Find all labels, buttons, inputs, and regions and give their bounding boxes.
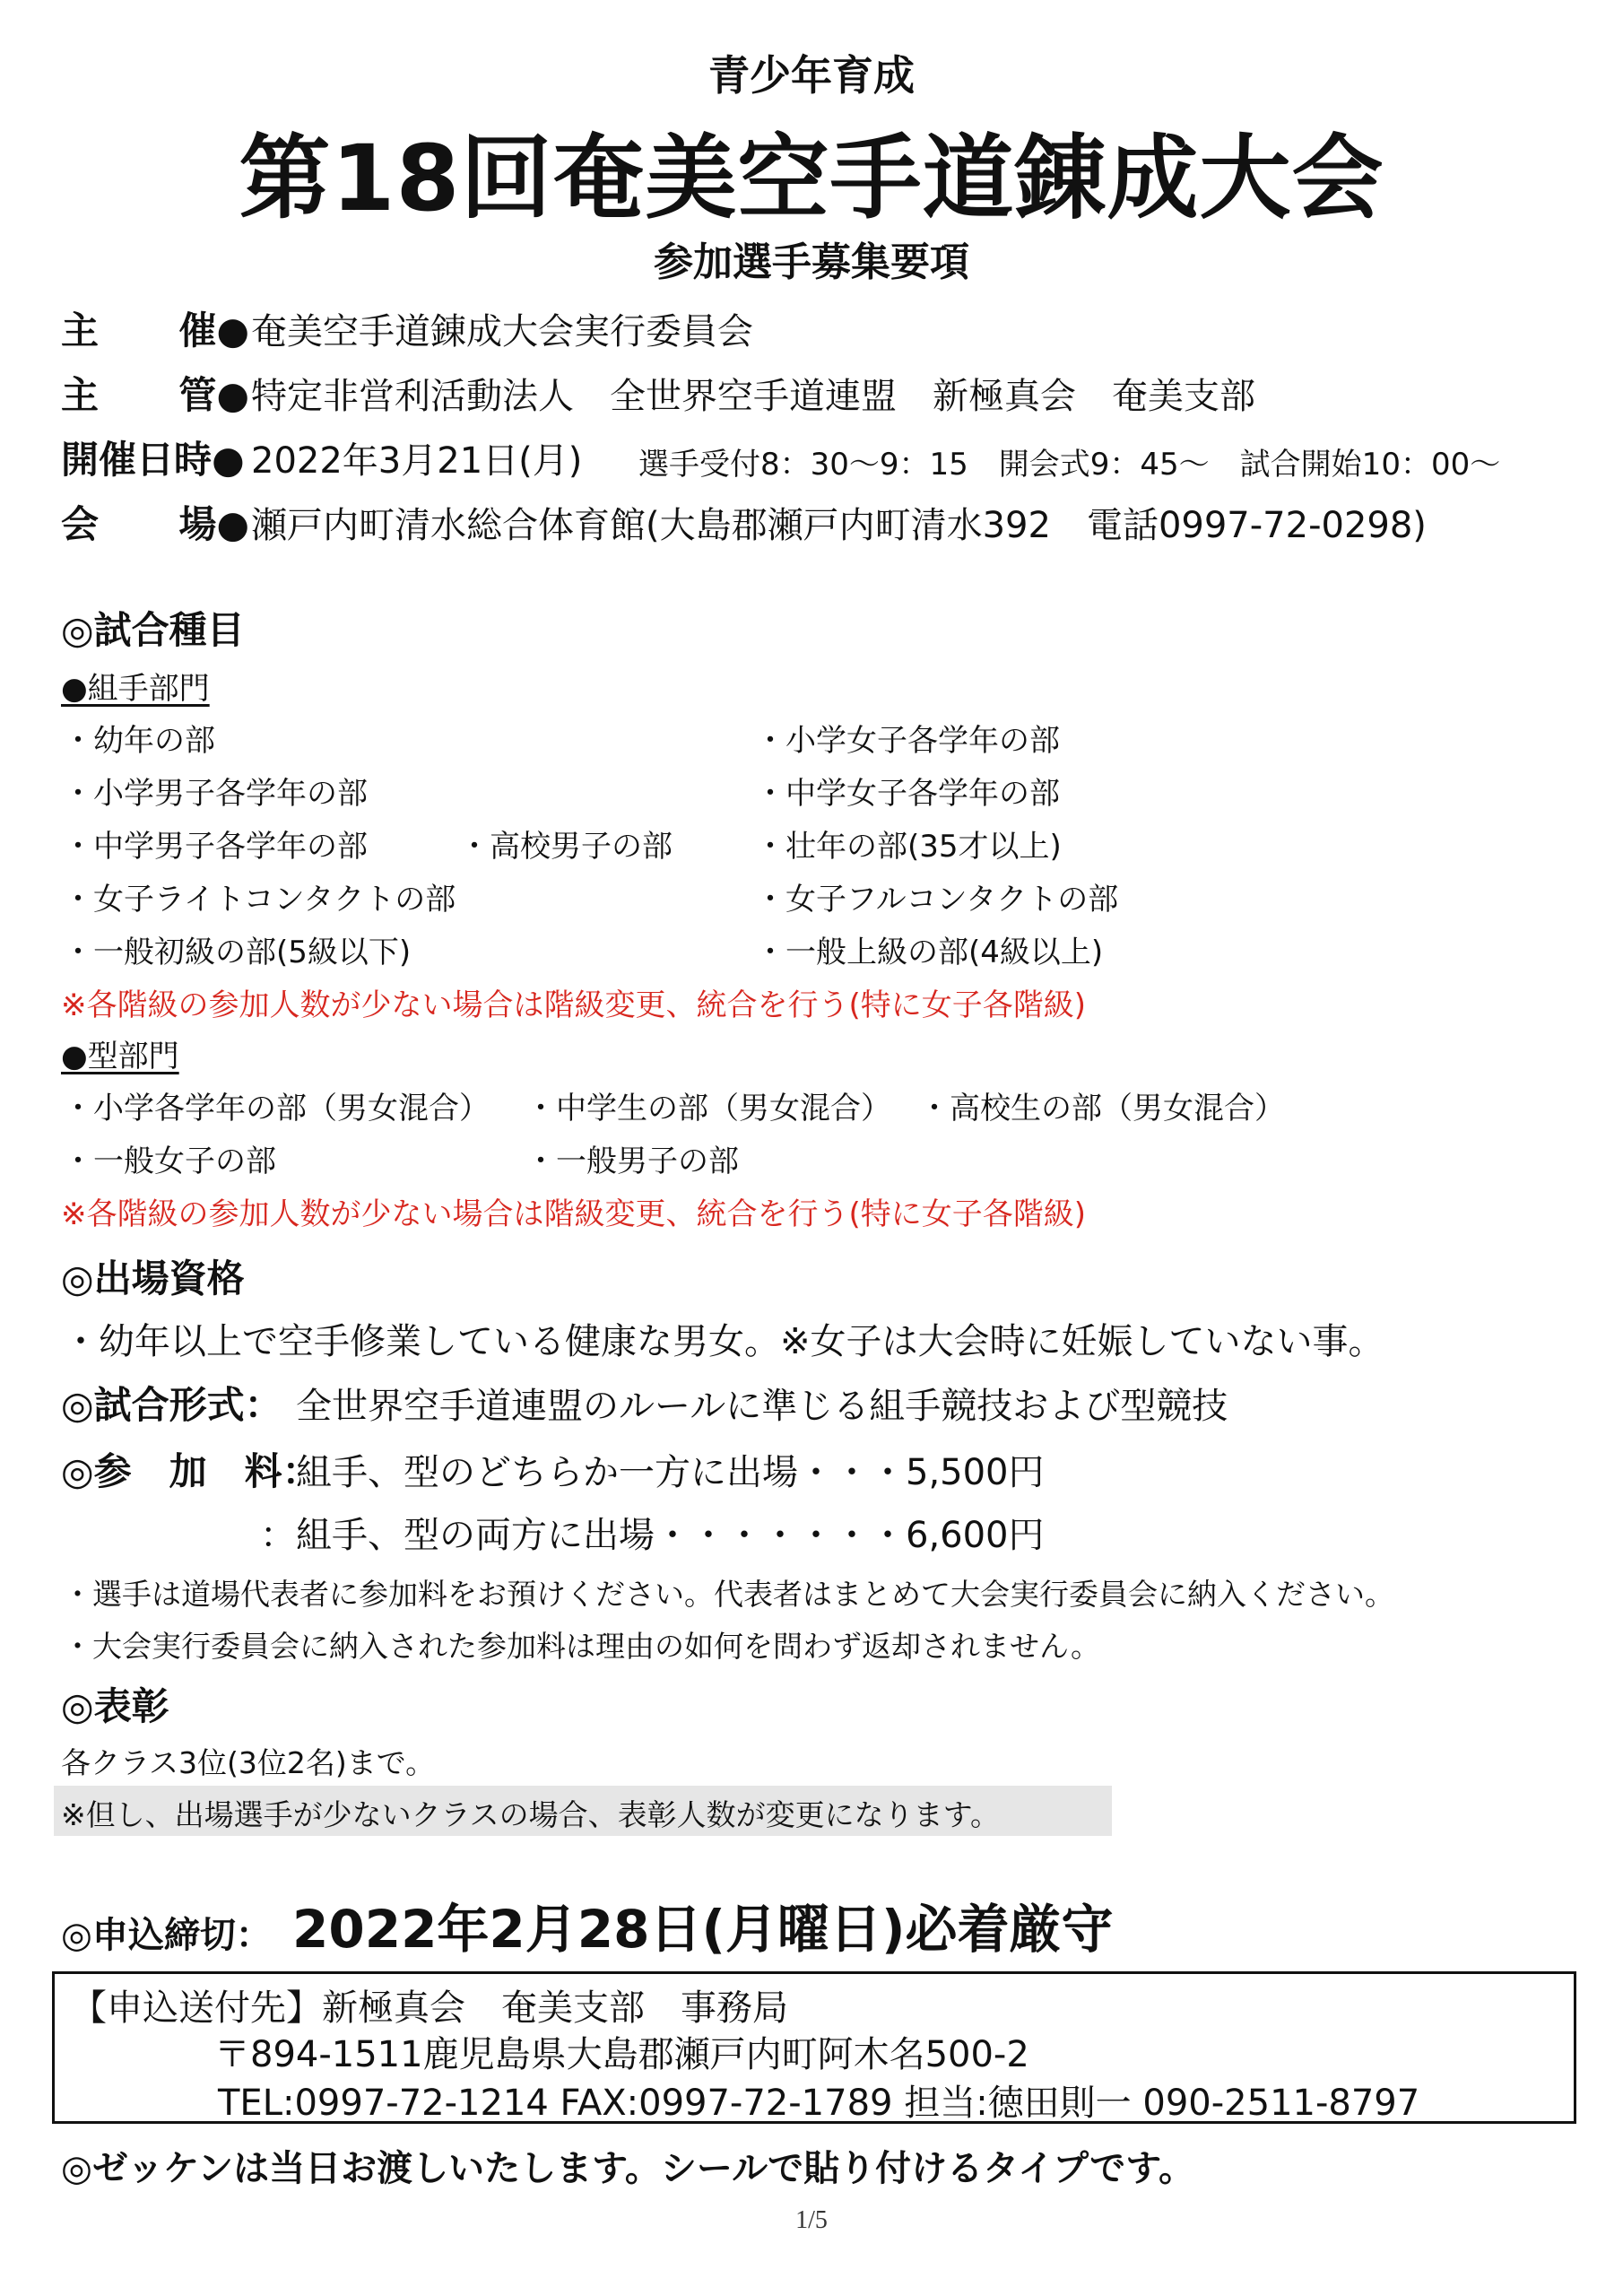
kumite-item: ・幼年の部: [63, 723, 215, 759]
info-date-detail: 選手受付8：30～9：15 開会式9：45～ 試合開始10：00～: [638, 447, 1501, 483]
contact-phone: TEL:0997-72-1214 FAX:0997-72-1789 担当:徳田則一 090-2511-8797: [218, 2083, 1420, 2124]
info-venue-value: 瀬戸内町清水総合体育館(大島郡瀬戸内町清水392 電話0997-72-0298): [251, 505, 1427, 546]
kumite-item: ・一般上級の部(4級以上): [755, 935, 1104, 970]
fee-line-two: ：組手、型の両方に出場・・・・・・・6,600円: [260, 1515, 1045, 1556]
kumite-item: ・中学女子各学年の部: [755, 776, 1060, 812]
kumite-item: ・小学男子各学年の部: [63, 776, 368, 812]
kata-item: ・高校生の部（男女混合）: [919, 1091, 1285, 1126]
kumite-item: ・一般初級の部(5級以下): [63, 935, 412, 970]
kumite-item: ・女子フルコンタクトの部: [755, 882, 1119, 918]
kumite-item: ・小学女子各学年の部: [755, 723, 1060, 759]
kata-item: ・一般男子の部: [525, 1144, 739, 1179]
contact-address: 〒894-1511鹿児島県大島郡瀬戸内町阿木名500-2: [214, 2034, 1029, 2075]
eligibility-text: ・幼年以上で空手修業している健康な男女。※女子は大会時に妊娠していない事。: [63, 1321, 1384, 1362]
info-host-value: 奄美空手道錬成大会実行委員会: [251, 311, 753, 352]
event-subtitle: 青少年育成: [708, 51, 915, 100]
kata-note: ※各階級の参加人数が少ない場合は階級変更、統合を行う(特に女子各階級): [61, 1196, 1087, 1232]
document-page: 青少年育成 第18回奄美空手道錬成大会 参加選手募集要項 主 催● 奄美空手道錬成大会実行委員会 主 管● 特定非営利活動法人 全世界空手道連盟 新極真会 奄美支部 開催日時● 2022年3月21日(月) 選手受付8：30～9：15 開会式9：45～ 試合開始10：00～ 会 場● 瀬戸内町清水総合体育館(大島郡瀬戸内町清水392 電話0997-72-0298) ◎試合種目 ●組手部門 ・幼年の部 ・小学男子各学年の部 ・中学男子各学年の部 ・女子ライトコンタクトの部 ・一般初級の部(5級以下) ・高校男子の部 ・小学女子各学年の部 ・中学女子各学年の部 ・壮年の部(35才以上) ・女子フルコンタクトの部 ・一般上級の部(4級以上) ※各階級の参加人数が少ない場合は階級変更、統合を行う(特に女子各階級) ●型部門 ・小学各学年の部（男女混合） ・中学生の部（男女混合） ・高校生の部（男女混合） ・一般女子の部 ・一般男子の部 ※各階級の参加人数が少ない場合は階級変更、統合を行う(特に女子各階級) ◎出場資格 ・幼年以上で空手修業している健康な男女。※女子は大会時に妊娠していない事。 ◎試合形式： 全世界空手道連盟のルールに準じる組手競技および型競技 ◎参 加 料： 組手、型のどちらか一方に出場・・・5,500円 ：組手、型の両方に出場・・・・・・・6,600円 ・選手は道場代表者に参加料をお預けください。代表者はまとめて大会実行委員会に納入ください。 ・大会実行委員会に納入された参加料は理由の如何を問わず返却されません。 ◎表彰 各クラス3位(3位2名)まで。 ※但し、出場選手が少ないクラスの場合、表彰人数が変更になります。 ◎申込締切： 2022年2月28日(月曜日)必着厳守 【申込送付先】新極真会 奄美支部 事務局 〒894-1511鹿児島県大島郡瀬戸内町阿木名500-2 TEL:0997-72-1214 FAX:0997-72-1789 担当:徳田則一 090-2511-8797 ◎ゼッケンは当日お渡しいたします。シールで貼り付けるタイプです。 1/5: [0, 0, 1623, 2296]
kata-item: ・中学生の部（男女混合）: [525, 1091, 891, 1126]
kumite-heading: ●組手部門: [61, 671, 210, 707]
kata-item: ・小学各学年の部（男女混合）: [63, 1091, 490, 1126]
deadline-label: ◎申込締切：: [61, 1915, 272, 1956]
info-date-value: 2022年3月21日(月): [251, 440, 583, 482]
awards-heading: ◎表彰: [61, 1684, 169, 1728]
fee-note: ・大会実行委員会に納入された参加料は理由の如何を問わず返却されません。: [63, 1629, 1100, 1664]
kumite-item: ・中学男子各学年の部: [63, 829, 368, 865]
event-title: 第18回奄美空手道錬成大会: [239, 126, 1384, 232]
info-manager-value: 特定非営利活動法人 全世界空手道連盟 新極真会 奄美支部: [251, 376, 1255, 417]
format-text: 全世界空手道連盟のルールに準じる組手競技および型競技: [296, 1386, 1228, 1427]
fee-heading: ◎参 加 料：: [61, 1449, 320, 1493]
kumite-item: ・壮年の部(35才以上): [755, 829, 1062, 865]
format-heading: ◎試合形式：: [61, 1383, 282, 1427]
info-date-label: 開催日時●: [61, 438, 245, 482]
fee-line-one: 組手、型のどちらか一方に出場・・・5,500円: [296, 1452, 1045, 1493]
page-number: 1/5: [795, 2206, 828, 2234]
bib-note: ◎ゼッケンは当日お渡しいたします。シールで貼り付けるタイプです。: [61, 2148, 1195, 2189]
kumite-note: ※各階級の参加人数が少ない場合は階級変更、統合を行う(特に女子各階級): [61, 987, 1087, 1023]
events-heading: ◎試合種目: [61, 608, 245, 652]
kata-item: ・一般女子の部: [63, 1144, 276, 1179]
document-type: 参加選手募集要項: [654, 239, 969, 285]
contact-box: [52, 1971, 1576, 2124]
awards-note: ※但し、出場選手が少ないクラスの場合、表彰人数が変更になります。: [61, 1797, 1001, 1832]
kumite-item: ・女子ライトコンタクトの部: [63, 882, 456, 918]
contact-heading: 【申込送付先】新極真会 奄美支部 事務局: [71, 1987, 788, 2029]
deadline-value: 2022年2月28日(月曜日)必着厳守: [292, 1899, 1114, 1960]
awards-text: 各クラス3位(3位2名)まで。: [61, 1745, 436, 1780]
kumite-item: ・高校男子の部: [459, 829, 673, 865]
eligibility-heading: ◎出場資格: [61, 1257, 245, 1300]
fee-note: ・選手は道場代表者に参加料をお預けください。代表者はまとめて大会実行委員会に納入ください。: [63, 1577, 1394, 1612]
kata-heading: ●型部門: [61, 1039, 179, 1074]
